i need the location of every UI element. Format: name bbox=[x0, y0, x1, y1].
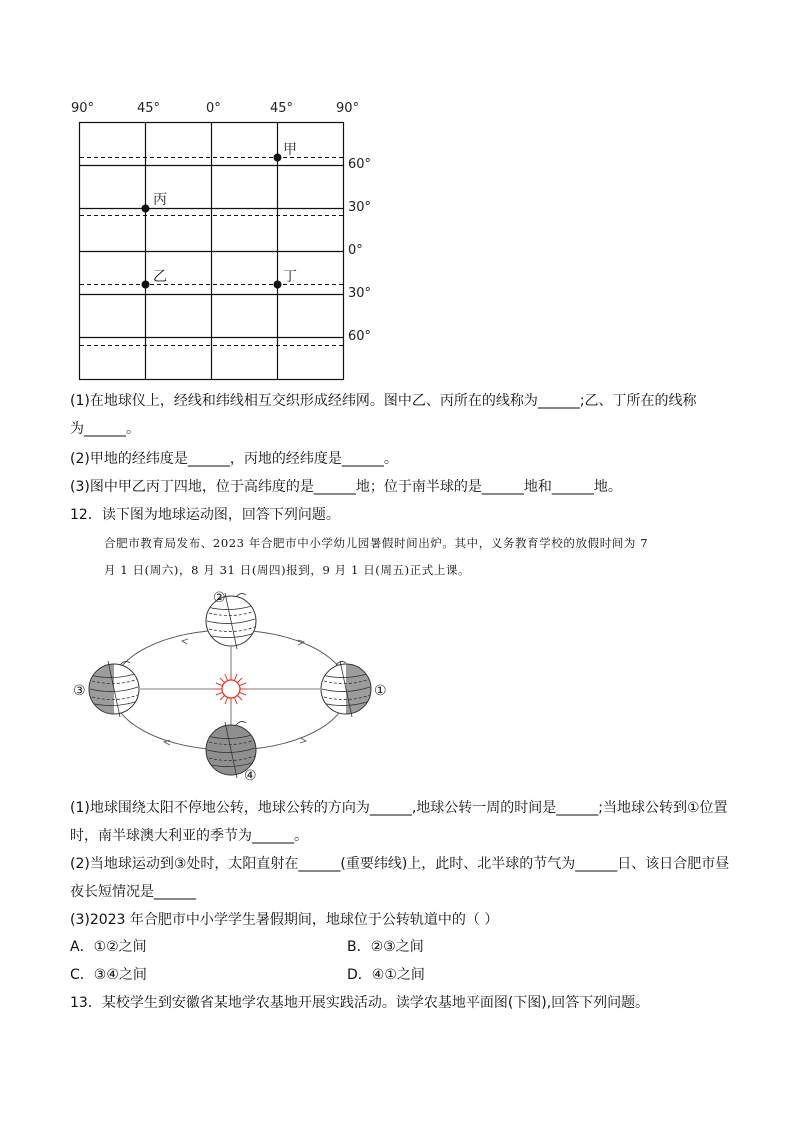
q12-part2-line1: (2)当地球运动到③处时，太阳直射在______(重要纬线)上，此时、北半球的节气为______日、该日合肥市昼 bbox=[70, 856, 730, 872]
q12-part1-line2: 时，南半球澳大利亚的季节为______。 bbox=[70, 828, 308, 844]
point-ding bbox=[274, 281, 282, 289]
option-c: C．③④之间 bbox=[70, 967, 147, 983]
lon-label-45e: 45° bbox=[270, 101, 294, 116]
orbit-label-4: ④ bbox=[244, 768, 257, 784]
point-label-yi: 乙 bbox=[153, 269, 167, 285]
option-b: B．②③之间 bbox=[347, 939, 424, 955]
q13-title: 13．某校学生到安徽省某地学农基地开展实践活动。读学农基地平面图(下图),回答下列问题。 bbox=[70, 995, 650, 1011]
q11-line4: (3)图中甲乙丙丁四地，位于高纬度的是______地；位于南半球的是______地和______地。 bbox=[70, 479, 622, 495]
q12-note-line1: 合肥市教育局发布、2023 年合肥市中小学幼儿园暑假时间出炉。其中，义务教育学校的放假时间为 7 bbox=[104, 536, 649, 550]
lat-lon-grid bbox=[0, 0, 400, 390]
orbit-label-1: ① bbox=[374, 683, 387, 699]
q12-part2-line2: 夜长短情况是______ bbox=[70, 884, 196, 900]
lon-label-0: 0° bbox=[206, 101, 221, 116]
point-label-ding: 丁 bbox=[283, 269, 297, 285]
lat-label-30n: 30° bbox=[348, 200, 372, 215]
orbit-label-2: ② bbox=[213, 590, 226, 606]
point-label-jia: 甲 bbox=[283, 142, 297, 158]
earth-position-3 bbox=[84, 661, 139, 717]
q11-line2: 为______。 bbox=[70, 421, 140, 437]
lat-label-0: 0° bbox=[348, 243, 363, 258]
point-jia bbox=[274, 154, 282, 162]
lon-label-45w: 45° bbox=[137, 101, 161, 116]
option-d: D．④①之间 bbox=[347, 967, 425, 983]
orbit-label-3: ③ bbox=[73, 683, 86, 699]
q12-title: 12．读下图为地球运动图，回答下列问题。 bbox=[70, 507, 340, 523]
sun-icon bbox=[215, 673, 247, 705]
lat-label-30s: 30° bbox=[348, 286, 372, 301]
lat-label-60n: 60° bbox=[348, 157, 372, 172]
lat-label-60s: 60° bbox=[348, 329, 372, 344]
point-yi bbox=[142, 281, 150, 289]
lon-label-90e: 90° bbox=[336, 101, 360, 116]
option-a: A．①②之间 bbox=[70, 939, 147, 955]
point-label-bing: 丙 bbox=[153, 192, 167, 208]
q12-note-line2: 月 1 日(周六)，8 月 31 日(周四)报到，9 月 1 日(周五)正式上课。 bbox=[104, 563, 471, 577]
q11-line1: (1)在地球仪上，经线和纬线相互交织形成经纬网。图中乙、丙所在的线称为______;乙、丁所在的线称 bbox=[70, 393, 697, 409]
q12-part1-line1: (1)地球围绕太阳不停地公转，地球公转的方向为______,地球公转一周的时间是______;当地球公转到①位置 bbox=[70, 800, 728, 816]
earth-orbit-diagram bbox=[60, 585, 400, 790]
point-bing bbox=[142, 205, 150, 213]
q12-part3: (3)2023 年合肥市中小学学生暑假期间，地球位于公转轨道中的（ ） bbox=[70, 912, 499, 928]
lon-label-90w: 90° bbox=[71, 101, 95, 116]
earth-position-1 bbox=[321, 661, 376, 717]
q11-line3: (2)甲地的经纬度是______，丙地的经纬度是______。 bbox=[70, 451, 398, 467]
